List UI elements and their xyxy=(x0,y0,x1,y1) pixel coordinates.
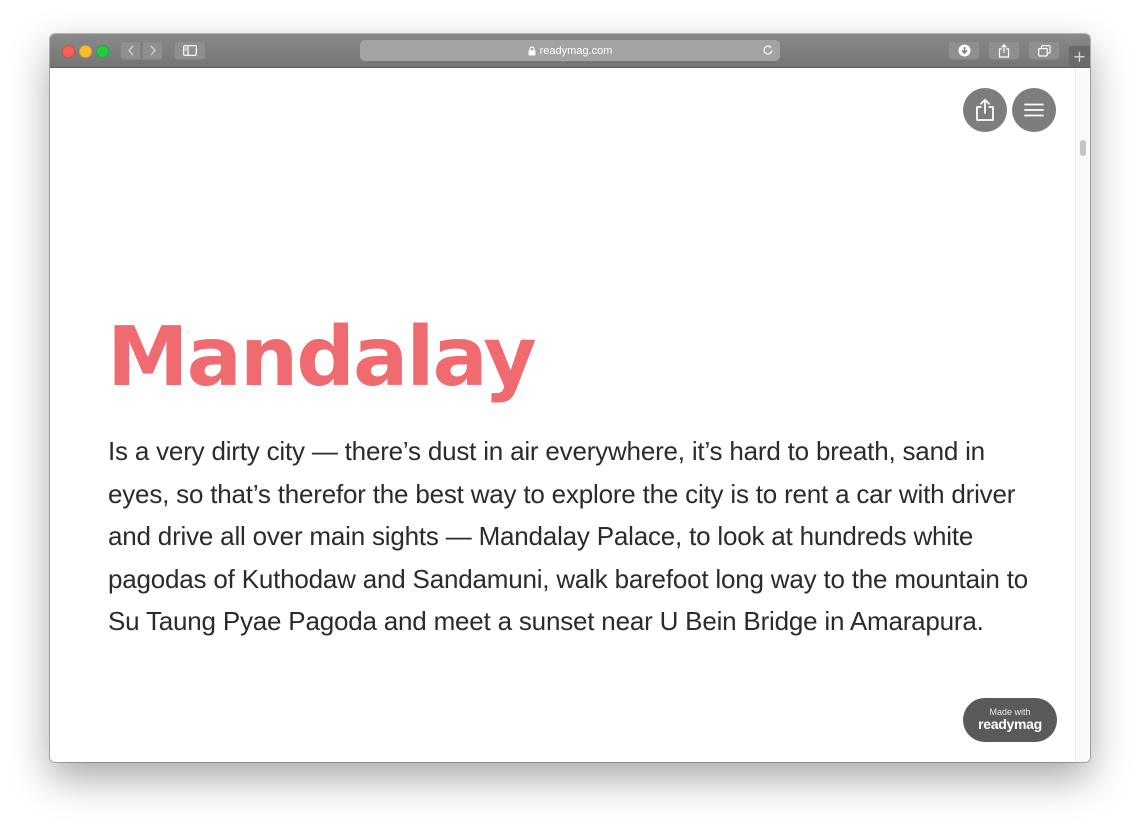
share-icon xyxy=(998,44,1010,58)
zoom-window-button[interactable] xyxy=(96,45,109,58)
forward-button[interactable] xyxy=(142,41,163,60)
address-url: readymag.com xyxy=(539,44,613,57)
close-window-button[interactable] xyxy=(62,45,75,58)
share-icon xyxy=(975,98,995,122)
made-with-readymag-badge[interactable] xyxy=(963,698,1057,742)
readymag-logo: readymag xyxy=(978,716,1042,733)
page-menu-button[interactable] xyxy=(1012,88,1056,132)
reload-icon[interactable] xyxy=(762,44,774,56)
tabs-icon xyxy=(1038,45,1051,57)
sidebar-toggle-button[interactable] xyxy=(174,41,206,60)
show-tabs-button[interactable] xyxy=(1028,41,1060,60)
browser-toolbar xyxy=(50,34,1090,68)
toolbar-share-button[interactable] xyxy=(988,41,1020,60)
chevron-right-icon xyxy=(149,45,157,56)
page-share-button[interactable] xyxy=(963,88,1007,132)
downloads-button[interactable] xyxy=(948,41,980,60)
chevron-left-icon xyxy=(127,45,135,56)
lock-icon xyxy=(528,46,536,56)
back-button[interactable] xyxy=(120,41,141,60)
page-scrollbar[interactable] xyxy=(1075,68,1090,762)
hamburger-menu-icon xyxy=(1024,103,1044,117)
new-tab-button[interactable]: + xyxy=(1069,46,1090,67)
minimize-window-button[interactable] xyxy=(79,45,92,58)
badge-small-text: Made with xyxy=(989,706,1031,717)
page-title: Mandalay xyxy=(107,310,535,405)
page-body-text: Is a very dirty city — there’s dust in air everywhere, it’s hard to breath, sand in eyes, so that’s therefor the best way to explore the city is to rent a car with driver and drive all over main sights — Mandalay Palace, to look at hundreds white pagodas of Kuthodaw and Sandamuni, walk barefoot long way to the mountain to Su Taung Pyae Pagoda and meet a sunset near U Bein Bridge in Amarapura. xyxy=(108,436,1028,636)
sidebar-icon xyxy=(183,45,197,56)
page-content xyxy=(50,68,1090,762)
address-bar[interactable] xyxy=(360,40,780,61)
download-icon xyxy=(958,44,971,57)
browser-window xyxy=(50,34,1090,762)
scrollbar-thumb[interactable] xyxy=(1080,140,1086,156)
